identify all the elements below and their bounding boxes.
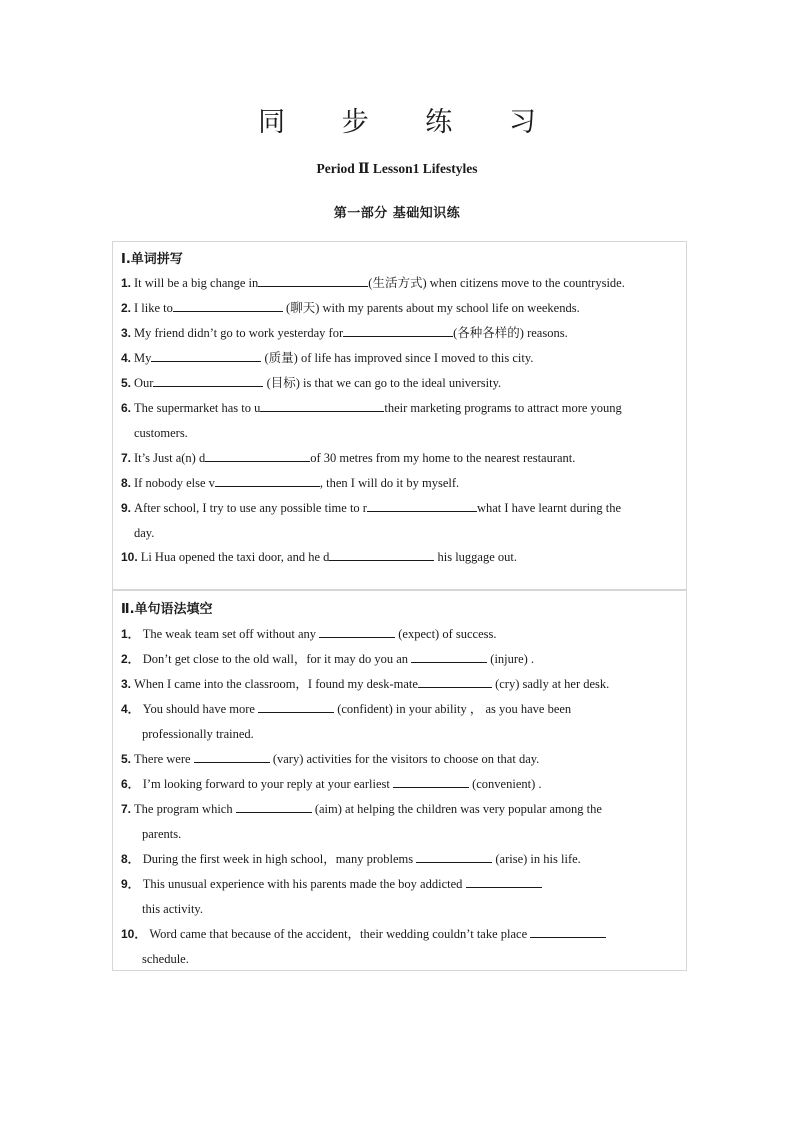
answer-blank[interactable] — [260, 397, 384, 412]
question-item: 3. When I came into the classroom，I found my desk-mate (cry) sadly at her desk. — [121, 672, 681, 697]
question-item: 8． During the first week in high school，many problems (arise) in his life. — [121, 847, 681, 872]
question-item: 10． Word came that because of the accident，their wedding couldn’t take place schedule. — [121, 922, 681, 972]
section-word-spelling — [112, 241, 687, 590]
question-item: 4． You should have more (confident) in your ability ， as you have been professionally trained. — [121, 697, 681, 747]
answer-blank[interactable] — [393, 773, 469, 788]
answer-blank[interactable] — [153, 372, 263, 387]
answer-blank[interactable] — [329, 546, 434, 561]
question-item: 5. Our (目标) is that we can go to the ideal university. — [121, 371, 681, 396]
section-heading: Ⅰ.单词拼写 — [121, 252, 183, 267]
question-item: 9. After school, I try to use any possible time to r what I have learnt during the day. — [121, 496, 681, 546]
answer-blank[interactable] — [258, 698, 334, 713]
answer-blank[interactable] — [173, 297, 283, 312]
question-item: 7. The program which (aim) at helping the children was very popular among the parents. — [121, 797, 681, 847]
answer-blank[interactable] — [367, 497, 477, 512]
answer-blank[interactable] — [205, 447, 310, 462]
lesson-subtitle: Period Ⅱ Lesson1 Lifestyles — [316, 161, 478, 176]
question-item: 6． I’m looking forward to your reply at your earliest (convenient) . — [121, 772, 681, 797]
answer-blank[interactable] — [258, 272, 368, 287]
answer-blank[interactable] — [319, 623, 395, 638]
question-item: 1. It will be a big change in (生活方式) when citizens move to the countryside. — [121, 271, 681, 296]
question-item: 3. My friend didn’t go to work yesterday for (各种各样的) reasons. — [121, 321, 681, 346]
answer-blank[interactable] — [194, 748, 270, 763]
answer-blank[interactable] — [466, 873, 542, 888]
question-item: 7. It’s Just a(n) d of 30 metres from my home to the nearest restaurant. — [121, 446, 681, 471]
question-item: 4. My (质量) of life has improved since I moved to this city. — [121, 346, 681, 371]
question-item: 8. If nobody else v , then I will do it by myself. — [121, 471, 681, 496]
question-item: 9． This unusual experience with his parents made the boy addicted this activity. — [121, 872, 681, 922]
question-item: 1． The weak team set off without any (expect) of success. — [121, 622, 681, 647]
question-item: 6. The supermarket has to u their marketing programs to attract more young customers. — [121, 396, 681, 446]
section-heading: Ⅱ.单句语法填空 — [121, 602, 213, 617]
part-heading: 第一部分 基础知识练 — [333, 206, 461, 221]
page-title: 同 步 练 习 — [258, 107, 560, 138]
answer-blank[interactable] — [215, 472, 320, 487]
question-item: 2． Don’t get close to the old wall，for it may do you an (injure) . — [121, 647, 681, 672]
question-item: 5. There were (vary) activities for the visitors to choose on that day. — [121, 747, 681, 772]
answer-blank[interactable] — [411, 648, 487, 663]
answer-blank[interactable] — [236, 798, 312, 813]
answer-blank[interactable] — [343, 322, 453, 337]
answer-blank[interactable] — [416, 848, 492, 863]
section-grammar-fill — [112, 590, 687, 971]
answer-blank[interactable] — [151, 347, 261, 362]
answer-blank[interactable] — [418, 673, 492, 688]
answer-blank[interactable] — [530, 923, 606, 938]
question-item: 10. Li Hua opened the taxi door, and he d his luggage out. — [121, 545, 681, 570]
question-item: 2. I like to (聊天) with my parents about my school life on weekends. — [121, 296, 681, 321]
